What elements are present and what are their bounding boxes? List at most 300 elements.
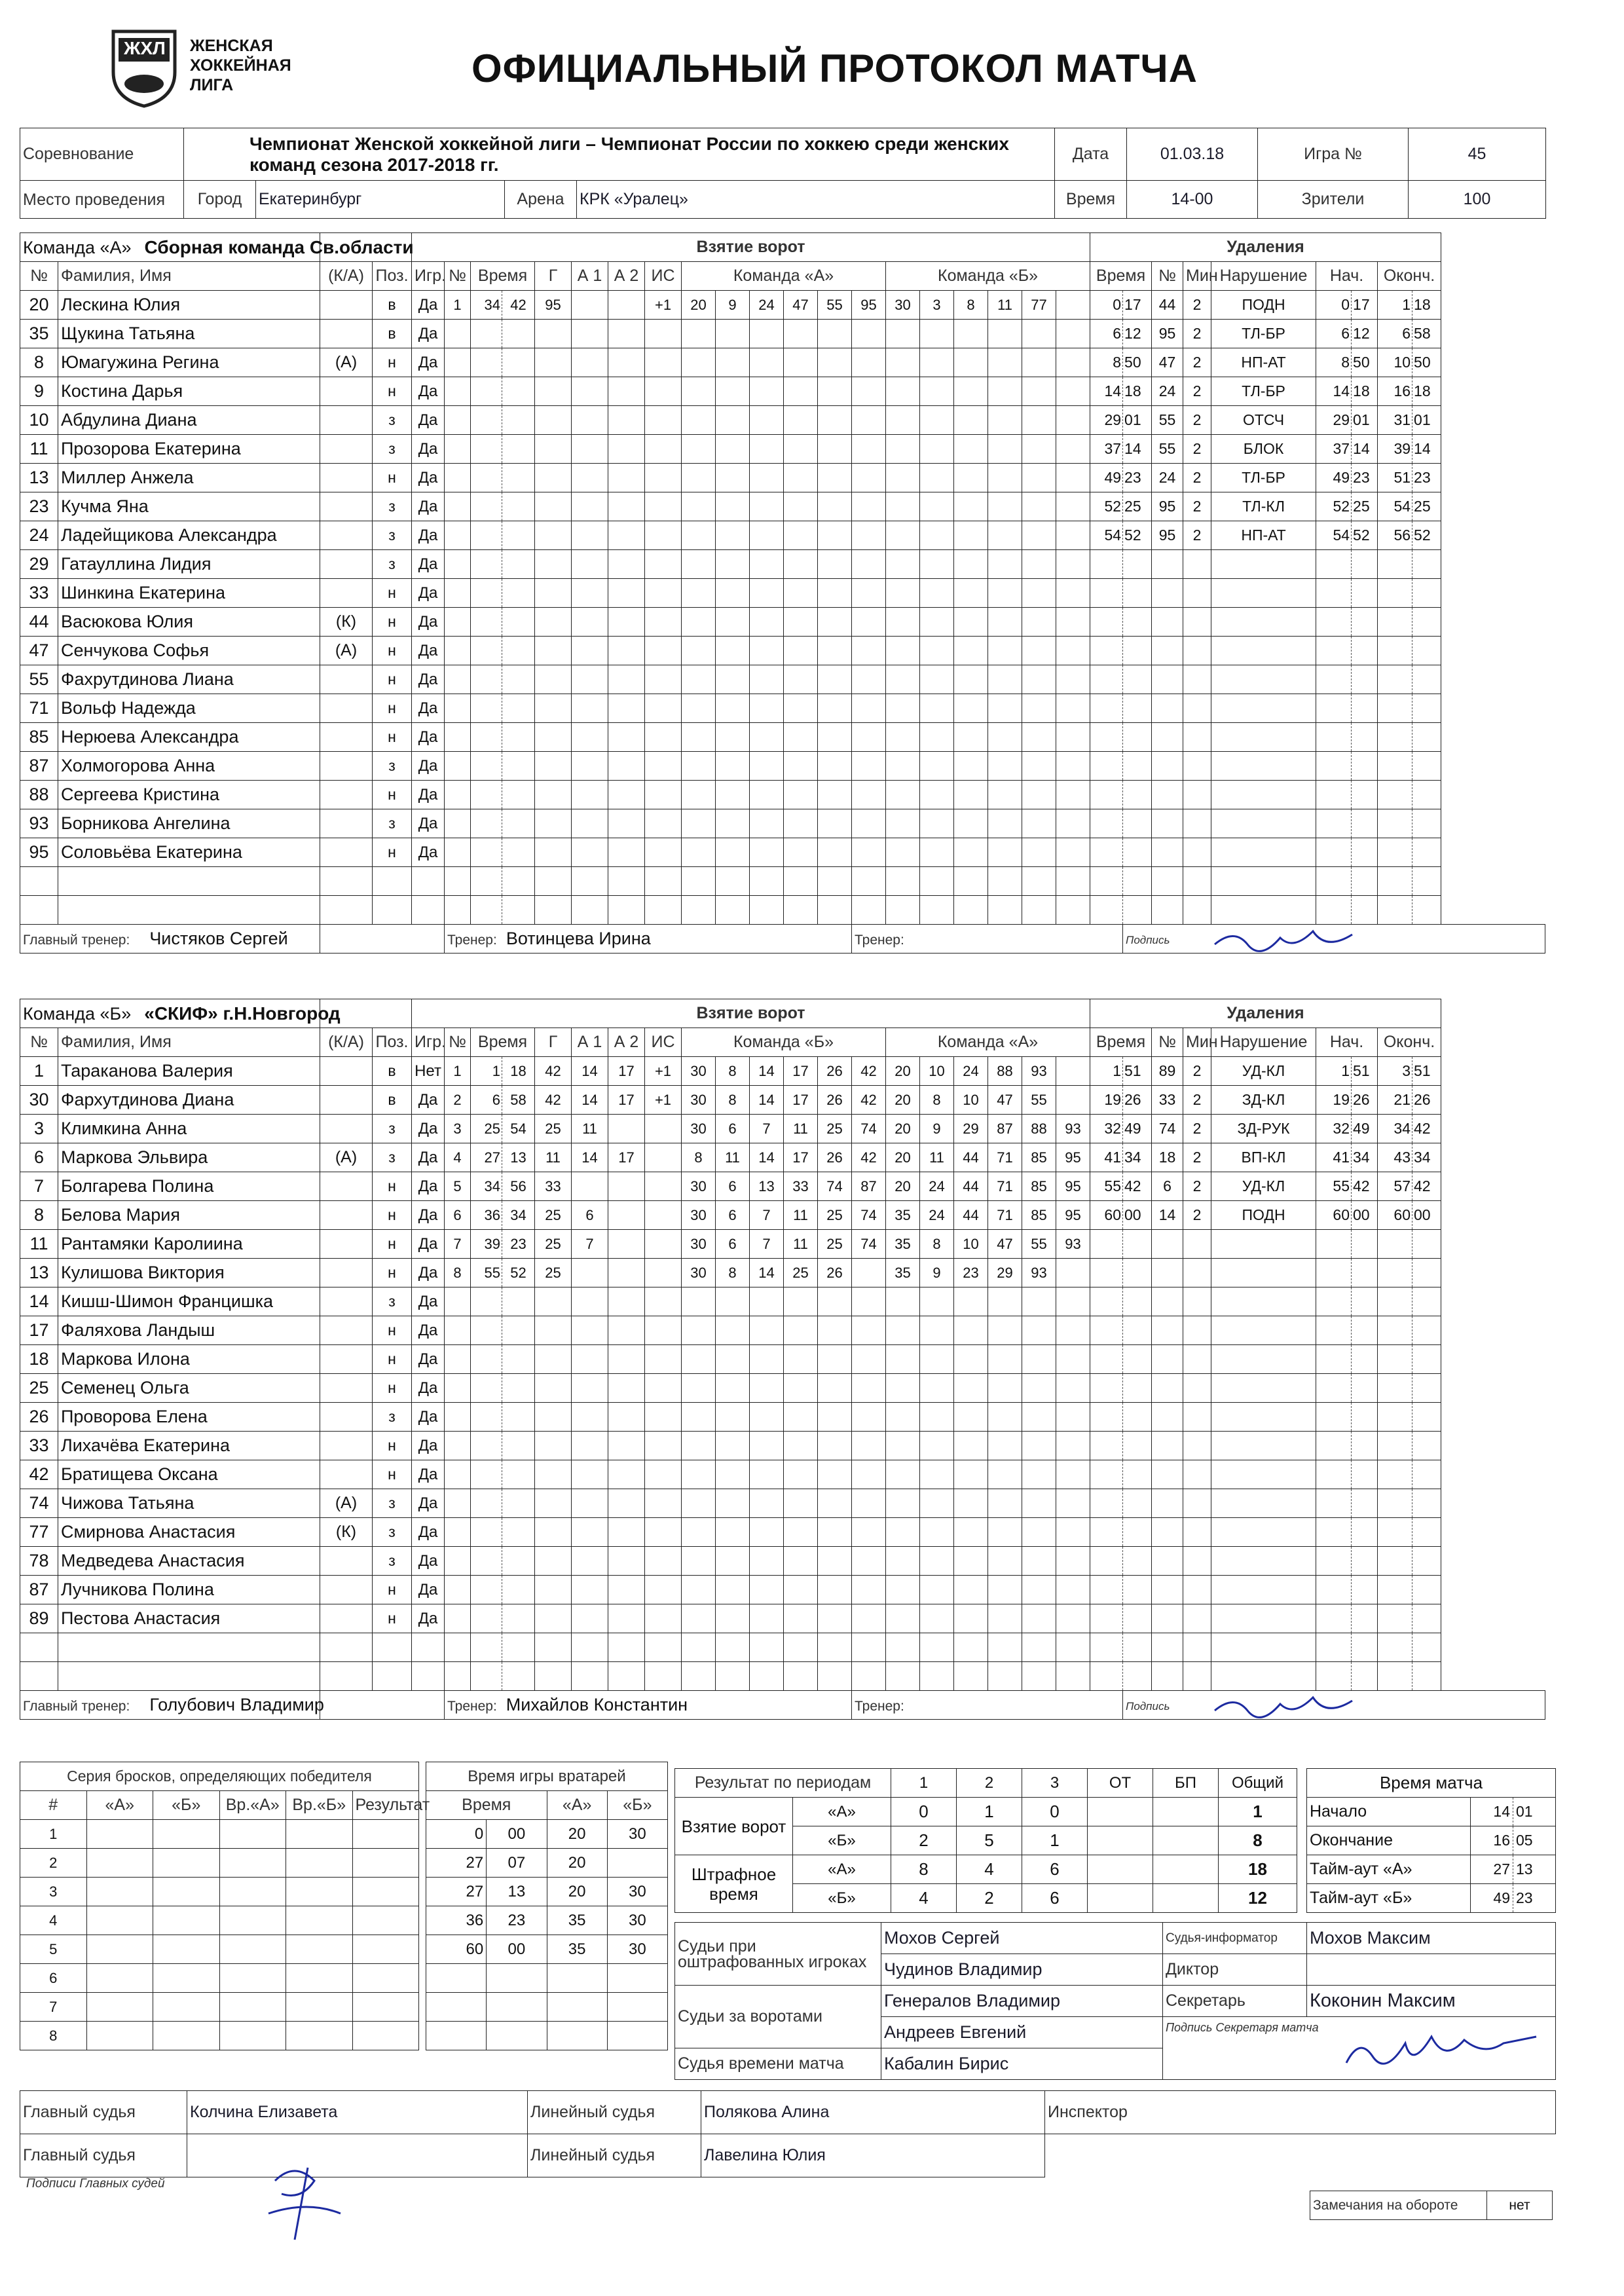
on-ice-own bbox=[682, 1576, 716, 1604]
shootout-cell bbox=[286, 1935, 353, 1964]
pen-min: 8 bbox=[1090, 348, 1123, 377]
goalie-cell: 20 bbox=[547, 1820, 607, 1849]
on-ice-opp bbox=[1056, 637, 1090, 665]
player-position: з bbox=[373, 1518, 412, 1547]
pen-player: 47 bbox=[1152, 348, 1183, 377]
col-on-ice-opp: Команда «А» bbox=[886, 1028, 1090, 1057]
pen-start-sec bbox=[1352, 1604, 1378, 1633]
on-ice-opp bbox=[920, 781, 954, 809]
pen-start-min bbox=[1316, 1230, 1352, 1259]
pen-end-sec: 01 bbox=[1412, 406, 1441, 435]
secretary-signature-box bbox=[1163, 2017, 1556, 2080]
pen-player: 95 bbox=[1152, 492, 1183, 521]
col-start: Нач. bbox=[1316, 262, 1378, 291]
pen-player: 95 bbox=[1152, 320, 1183, 348]
period-value: 2 bbox=[957, 1884, 1022, 1913]
pen-minutes: 2 bbox=[1183, 1057, 1211, 1086]
player-role bbox=[320, 406, 373, 435]
player-number: 33 bbox=[20, 1432, 58, 1460]
on-ice-opp bbox=[886, 464, 920, 492]
goal-min bbox=[471, 1432, 502, 1460]
player-number: 13 bbox=[20, 1259, 58, 1287]
timekeeper-label: Судья времени матча bbox=[675, 2048, 881, 2080]
player-name: Кучма Яна bbox=[58, 492, 320, 521]
pen-end-min: 60 bbox=[1378, 1201, 1412, 1230]
game-number: 45 bbox=[1409, 128, 1546, 181]
shootout-table bbox=[20, 1762, 430, 2050]
pen-start-min bbox=[1316, 1489, 1352, 1518]
goal-scorer bbox=[535, 809, 572, 838]
pen-sec bbox=[1123, 867, 1152, 896]
on-ice-opp bbox=[920, 320, 954, 348]
pen-player bbox=[1152, 1547, 1183, 1576]
goal-situation bbox=[645, 435, 682, 464]
pen-end-min bbox=[1378, 1345, 1412, 1374]
goal-min bbox=[471, 1374, 502, 1403]
goal-situation: +1 bbox=[645, 1057, 682, 1086]
col-on-ice-own: Команда «Б» bbox=[682, 1028, 886, 1057]
col-pos: Поз. bbox=[373, 262, 412, 291]
on-ice-opp bbox=[1022, 521, 1056, 550]
goal-situation bbox=[645, 1432, 682, 1460]
col-a1: А 1 bbox=[572, 1028, 608, 1057]
pen-start-min bbox=[1316, 1604, 1352, 1633]
goal-assist-2 bbox=[608, 521, 645, 550]
goal-min: 55 bbox=[471, 1259, 502, 1287]
player-row bbox=[20, 1633, 1545, 1662]
goal-assist-2 bbox=[608, 377, 645, 406]
goal-scorer bbox=[535, 1604, 572, 1633]
goals-title: Взятие ворот bbox=[412, 233, 1090, 262]
penalties-title: Удаления bbox=[1090, 233, 1441, 262]
on-ice-own bbox=[682, 377, 716, 406]
player-role bbox=[320, 1201, 373, 1230]
on-ice-opp bbox=[988, 896, 1022, 925]
pen-min bbox=[1090, 665, 1123, 694]
on-ice-own: 42 bbox=[852, 1143, 886, 1172]
on-ice-own bbox=[818, 723, 852, 752]
on-ice-own bbox=[682, 550, 716, 579]
col-end: Оконч. bbox=[1378, 262, 1441, 291]
player-position: н bbox=[373, 1316, 412, 1345]
pen-min bbox=[1090, 838, 1123, 867]
on-ice-opp bbox=[988, 579, 1022, 608]
on-ice-own: 6 bbox=[716, 1172, 750, 1201]
on-ice-opp: 30 bbox=[886, 291, 920, 320]
pen-start-sec bbox=[1352, 867, 1378, 896]
pen-violation bbox=[1211, 550, 1316, 579]
goal-situation bbox=[645, 781, 682, 809]
pen-end-min: 21 bbox=[1378, 1086, 1412, 1115]
on-ice-own bbox=[818, 1633, 852, 1662]
pen-min bbox=[1090, 1662, 1123, 1691]
pen-min bbox=[1090, 550, 1123, 579]
goal-scorer bbox=[535, 1518, 572, 1547]
player-number: 44 bbox=[20, 608, 58, 637]
player-name: Ладейщикова Александра bbox=[58, 521, 320, 550]
on-ice-own bbox=[682, 694, 716, 723]
secretary-signature bbox=[1333, 2024, 1549, 2076]
pen-minutes bbox=[1183, 665, 1211, 694]
on-ice-opp: 10 bbox=[920, 1057, 954, 1086]
shootout-cell bbox=[286, 1878, 353, 1906]
on-ice-opp bbox=[886, 1662, 920, 1691]
on-ice-own bbox=[750, 809, 784, 838]
on-ice-opp bbox=[1056, 1460, 1090, 1489]
player-name: Лихачёва Екатерина bbox=[58, 1432, 320, 1460]
goal-assist-1 bbox=[572, 608, 608, 637]
on-ice-own bbox=[716, 1403, 750, 1432]
goal-situation bbox=[645, 1403, 682, 1432]
on-ice-opp bbox=[886, 550, 920, 579]
goalie-cell bbox=[607, 2022, 667, 2050]
col-pen-min: Мин bbox=[1183, 262, 1211, 291]
head-coach-cell bbox=[20, 1691, 324, 1720]
shootout-cell bbox=[86, 1993, 153, 2022]
on-ice-own: 26 bbox=[818, 1086, 852, 1115]
on-ice-opp bbox=[886, 1287, 920, 1316]
on-ice-own: 11 bbox=[784, 1201, 818, 1230]
player-row bbox=[20, 550, 1545, 579]
date: 01.03.18 bbox=[1127, 128, 1258, 181]
pen-minutes bbox=[1183, 1576, 1211, 1604]
on-ice-opp bbox=[920, 521, 954, 550]
pen-player: 55 bbox=[1152, 435, 1183, 464]
on-ice-own bbox=[784, 1432, 818, 1460]
pen-end-sec bbox=[1412, 809, 1441, 838]
player-role bbox=[320, 694, 373, 723]
pen-min: 41 bbox=[1090, 1143, 1123, 1172]
player-played: Да bbox=[412, 723, 445, 752]
pen-minutes bbox=[1183, 1460, 1211, 1489]
on-ice-own bbox=[750, 1518, 784, 1547]
period-col: ОТ bbox=[1088, 1769, 1153, 1798]
on-ice-own bbox=[852, 867, 886, 896]
goal-assist-2 bbox=[608, 1172, 645, 1201]
player-number bbox=[20, 1633, 58, 1662]
city-label: Город bbox=[184, 181, 256, 219]
player-role bbox=[320, 1633, 373, 1662]
player-played: Да bbox=[412, 406, 445, 435]
goal-min bbox=[471, 492, 502, 521]
match-time-label: Окончание bbox=[1307, 1826, 1471, 1855]
team-header-row bbox=[20, 999, 1545, 1028]
player-name: Прозорова Екатерина bbox=[58, 435, 320, 464]
pen-end-min: 56 bbox=[1378, 521, 1412, 550]
goal-scorer: 25 bbox=[535, 1230, 572, 1259]
goal-situation bbox=[645, 406, 682, 435]
pen-violation: ТЛ-БР bbox=[1211, 377, 1316, 406]
period-value: 0 bbox=[1022, 1798, 1088, 1826]
match-time-row bbox=[1307, 1798, 1556, 1826]
goal-index bbox=[445, 1662, 471, 1691]
pen-end-sec: 34 bbox=[1412, 1143, 1441, 1172]
goal-sec bbox=[502, 1403, 535, 1432]
on-ice-opp: 20 bbox=[886, 1143, 920, 1172]
on-ice-own bbox=[716, 1662, 750, 1691]
goal-index bbox=[445, 694, 471, 723]
pen-start-min bbox=[1316, 1403, 1352, 1432]
pen-min: 1 bbox=[1090, 1057, 1123, 1086]
goalie-cell bbox=[547, 1964, 607, 1993]
player-position bbox=[373, 1633, 412, 1662]
shootout-col: Результат bbox=[352, 1791, 419, 1820]
on-ice-own bbox=[750, 1489, 784, 1518]
pen-start-min bbox=[1316, 1345, 1352, 1374]
goalie-row bbox=[426, 2022, 668, 2050]
col-violation: Нарушение bbox=[1211, 1028, 1316, 1057]
pen-minutes bbox=[1183, 550, 1211, 579]
on-ice-opp bbox=[1022, 781, 1056, 809]
pen-sec bbox=[1123, 838, 1152, 867]
pen-start-min bbox=[1316, 1316, 1352, 1345]
on-ice-opp bbox=[1056, 377, 1090, 406]
pen-player bbox=[1152, 896, 1183, 925]
on-ice-own bbox=[852, 1460, 886, 1489]
pen-end-sec bbox=[1412, 781, 1441, 809]
player-role bbox=[320, 781, 373, 809]
goalie-row bbox=[426, 1878, 668, 1906]
player-number: 25 bbox=[20, 1374, 58, 1403]
pen-minutes bbox=[1183, 1374, 1211, 1403]
on-ice-own: 30 bbox=[682, 1172, 716, 1201]
on-ice-opp bbox=[988, 637, 1022, 665]
on-ice-opp bbox=[988, 665, 1022, 694]
on-ice-opp bbox=[954, 406, 988, 435]
player-role bbox=[320, 1374, 373, 1403]
on-ice-own bbox=[784, 1345, 818, 1374]
goal-min: 34 bbox=[471, 1172, 502, 1201]
goal-scorer bbox=[535, 550, 572, 579]
pen-start-min bbox=[1316, 1374, 1352, 1403]
pen-start-min: 0 bbox=[1316, 291, 1352, 320]
on-ice-opp bbox=[920, 608, 954, 637]
col-ka: (К/А) bbox=[320, 1028, 373, 1057]
goal-assist-1 bbox=[572, 809, 608, 838]
on-ice-opp: 77 bbox=[1022, 291, 1056, 320]
goal-sec bbox=[502, 1576, 535, 1604]
on-ice-opp: 35 bbox=[886, 1259, 920, 1287]
goal-min: 27 bbox=[471, 1143, 502, 1172]
player-played: Да bbox=[412, 550, 445, 579]
pen-minutes bbox=[1183, 1403, 1211, 1432]
goal-scorer bbox=[535, 1287, 572, 1316]
on-ice-own bbox=[750, 492, 784, 521]
pen-player bbox=[1152, 1518, 1183, 1547]
pen-end-min: 57 bbox=[1378, 1172, 1412, 1201]
place-label: Место проведения bbox=[20, 181, 184, 219]
chief-referee-label: Главный судья bbox=[20, 2091, 187, 2134]
on-ice-own bbox=[818, 1345, 852, 1374]
timekeeper: Кабалин Бирис bbox=[881, 2048, 1163, 2080]
goal-sec bbox=[502, 1662, 535, 1691]
goal-min bbox=[471, 896, 502, 925]
player-position: з bbox=[373, 406, 412, 435]
period-value: 1 bbox=[957, 1798, 1022, 1826]
col-on-ice-own: Команда «А» bbox=[682, 262, 886, 291]
on-ice-own bbox=[750, 637, 784, 665]
pen-start-min bbox=[1316, 1460, 1352, 1489]
goal-min bbox=[471, 521, 502, 550]
on-ice-opp bbox=[920, 406, 954, 435]
goal-scorer bbox=[535, 377, 572, 406]
pen-player bbox=[1152, 1374, 1183, 1403]
pen-end-min: 3 bbox=[1378, 1057, 1412, 1086]
col-played: Игр. bbox=[412, 1028, 445, 1057]
goal-assist-1 bbox=[572, 1633, 608, 1662]
pen-start-min: 19 bbox=[1316, 1086, 1352, 1115]
pen-end-sec: 00 bbox=[1412, 1201, 1441, 1230]
head-coach-label: Главный тренер: bbox=[23, 1699, 130, 1714]
pen-minutes bbox=[1183, 1316, 1211, 1345]
on-ice-own bbox=[716, 348, 750, 377]
player-row bbox=[20, 1201, 1545, 1230]
player-number: 6 bbox=[20, 1143, 58, 1172]
coach2-cell bbox=[852, 1691, 1123, 1720]
on-ice-own bbox=[716, 406, 750, 435]
on-ice-opp bbox=[988, 608, 1022, 637]
on-ice-own bbox=[682, 608, 716, 637]
on-ice-own bbox=[784, 637, 818, 665]
player-role bbox=[320, 550, 373, 579]
goal-assist-2 bbox=[608, 1518, 645, 1547]
player-played: Да bbox=[412, 809, 445, 838]
goalie-time-table bbox=[426, 1762, 668, 2050]
player-position: з bbox=[373, 1287, 412, 1316]
shootout-cell bbox=[352, 1964, 419, 1993]
goal-index: 4 bbox=[445, 1143, 471, 1172]
pen-sec: 52 bbox=[1123, 521, 1152, 550]
on-ice-opp: 55 bbox=[1022, 1086, 1056, 1115]
player-played: Да bbox=[412, 1115, 445, 1143]
player-played: Да bbox=[412, 1287, 445, 1316]
goalie-cell bbox=[487, 1993, 547, 2022]
on-ice-opp: 85 bbox=[1022, 1143, 1056, 1172]
pen-end-sec bbox=[1412, 867, 1441, 896]
pen-violation bbox=[1211, 1576, 1316, 1604]
shootout-cell bbox=[219, 1935, 286, 1964]
goal-index bbox=[445, 550, 471, 579]
pen-start-min bbox=[1316, 1633, 1352, 1662]
goal-assist-2 bbox=[608, 665, 645, 694]
coach-signature bbox=[1208, 1691, 1378, 1720]
goal-assist-2 bbox=[608, 608, 645, 637]
col-is: ИС bbox=[645, 1028, 682, 1057]
goal-min bbox=[471, 665, 502, 694]
on-ice-own bbox=[716, 1345, 750, 1374]
on-ice-own bbox=[852, 521, 886, 550]
goalie-row bbox=[426, 1993, 668, 2022]
goal-assist-1 bbox=[572, 1604, 608, 1633]
on-ice-opp bbox=[954, 1316, 988, 1345]
player-name: Пестова Анастасия bbox=[58, 1604, 320, 1633]
competition: Чемпионат Женской хоккейной лиги – Чемпионат России по хоккею среди женских команд сезона 2017-2018 гг. bbox=[184, 128, 1055, 181]
on-ice-opp bbox=[1022, 1345, 1056, 1374]
player-number: 20 bbox=[20, 291, 58, 320]
pen-player bbox=[1152, 838, 1183, 867]
goal-min bbox=[471, 1403, 502, 1432]
goal-min bbox=[471, 406, 502, 435]
on-ice-own bbox=[784, 1316, 818, 1345]
goal-sec bbox=[502, 694, 535, 723]
on-ice-own bbox=[716, 1576, 750, 1604]
on-ice-own: 30 bbox=[682, 1086, 716, 1115]
on-ice-own bbox=[852, 464, 886, 492]
on-ice-opp bbox=[988, 492, 1022, 521]
on-ice-opp bbox=[1056, 1547, 1090, 1576]
goal-assist-1 bbox=[572, 1259, 608, 1287]
goal-index bbox=[445, 665, 471, 694]
on-ice-opp bbox=[1056, 1316, 1090, 1345]
on-ice-opp bbox=[886, 521, 920, 550]
period-team: «А» bbox=[793, 1798, 891, 1826]
player-row bbox=[20, 838, 1545, 867]
goal-sec bbox=[502, 1345, 535, 1374]
on-ice-own: 11 bbox=[716, 1143, 750, 1172]
referees-signature-label: Подписи Главных судей bbox=[26, 2177, 165, 2191]
goalie-cell: 07 bbox=[487, 1849, 547, 1878]
goalie-cell: 00 bbox=[487, 1935, 547, 1964]
goal-sec bbox=[502, 1287, 535, 1316]
pen-start-sec bbox=[1352, 752, 1378, 781]
on-ice-opp bbox=[1022, 550, 1056, 579]
on-ice-opp bbox=[954, 1403, 988, 1432]
on-ice-own: 6 bbox=[716, 1230, 750, 1259]
on-ice-opp bbox=[988, 752, 1022, 781]
on-ice-opp bbox=[886, 838, 920, 867]
player-number: 10 bbox=[20, 406, 58, 435]
on-ice-own bbox=[784, 752, 818, 781]
team-label: Команда «Б» bbox=[23, 1003, 132, 1024]
player-position: н bbox=[373, 1432, 412, 1460]
player-position: в bbox=[373, 291, 412, 320]
on-ice-opp bbox=[1022, 1489, 1056, 1518]
shootout-row bbox=[20, 1878, 419, 1906]
player-name: Климкина Анна bbox=[58, 1115, 320, 1143]
player-number: 35 bbox=[20, 320, 58, 348]
on-ice-own: 26 bbox=[818, 1057, 852, 1086]
on-ice-own bbox=[682, 896, 716, 925]
col-is: ИС bbox=[645, 262, 682, 291]
goal-sec bbox=[502, 1547, 535, 1576]
shootout-row bbox=[20, 2022, 419, 2050]
informer: Мохов Максим bbox=[1307, 1923, 1556, 1954]
on-ice-own bbox=[818, 406, 852, 435]
on-ice-own bbox=[852, 1345, 886, 1374]
player-name bbox=[58, 896, 320, 925]
pen-end-sec: 26 bbox=[1412, 1086, 1441, 1115]
player-number: 29 bbox=[20, 550, 58, 579]
pen-start-min bbox=[1316, 608, 1352, 637]
player-row bbox=[20, 608, 1545, 637]
player-number: 47 bbox=[20, 637, 58, 665]
player-name: Фаляхова Ландыш bbox=[58, 1316, 320, 1345]
goal-assist-2 bbox=[608, 1432, 645, 1460]
player-played: Да bbox=[412, 1460, 445, 1489]
pen-end-sec bbox=[1412, 1345, 1441, 1374]
pen-violation bbox=[1211, 694, 1316, 723]
pen-player: 18 bbox=[1152, 1143, 1183, 1172]
on-ice-own bbox=[682, 867, 716, 896]
pen-start-sec: 26 bbox=[1352, 1086, 1378, 1115]
pen-start-sec bbox=[1352, 694, 1378, 723]
on-ice-own bbox=[852, 1633, 886, 1662]
player-name bbox=[58, 1633, 320, 1662]
on-ice-opp bbox=[1056, 1604, 1090, 1633]
player-played: Да bbox=[412, 1374, 445, 1403]
goal-situation bbox=[645, 694, 682, 723]
player-role bbox=[320, 1287, 373, 1316]
